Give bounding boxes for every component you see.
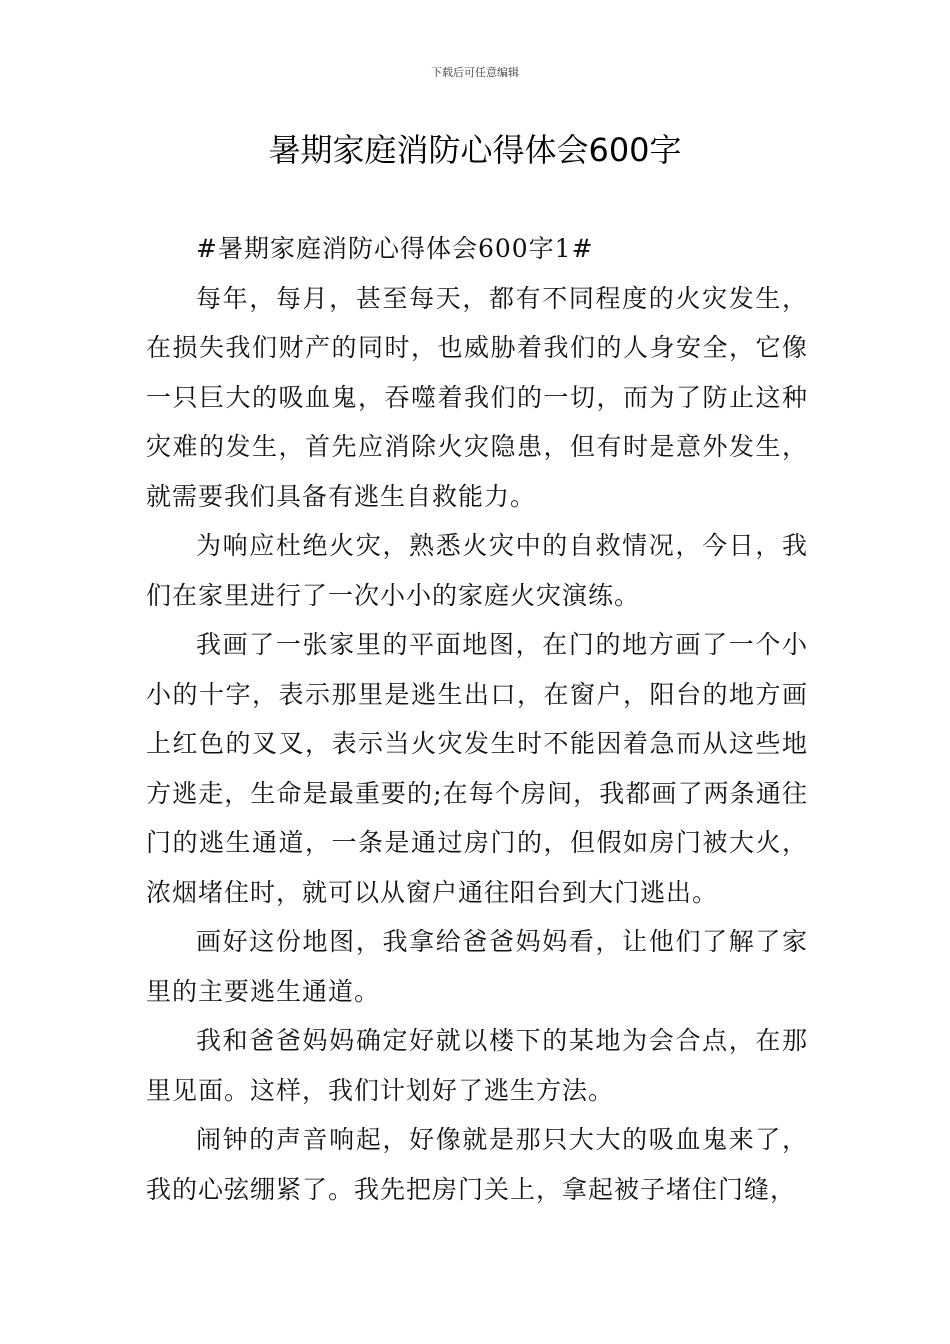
- paragraph: 闹钟的声音响起，好像就是那只大大的吸血鬼来了，我的心弦绷紧了。我先把房门关上，拿起被子堵住门缝，: [146, 1125, 808, 1204]
- document-body: [146, 224, 808, 1214]
- paragraph: 画好这份地图，我拿给爸爸妈妈看，让他们了解了家里的主要逃生通道。: [146, 927, 808, 1006]
- document-title: 暑期家庭消防心得体会600字: [268, 131, 682, 169]
- header-note: 下载后可任意编辑: [431, 66, 519, 79]
- paragraph: 每年，每月，甚至每天，都有不同程度的火灾发生，在损失我们财产的同时，也威胁着我们的人身安全，它像一只巨大的吸血鬼，吞噬着我们的一切，而为了防止这种灾难的发生，首先应消除火灾隐患，但有时是意外发生，就需要我们具备有逃生自救能力。: [146, 283, 808, 511]
- paragraph: 我画了一张家里的平面地图，在门的地方画了一个小小的十字，表示那里是逃生出口，在窗户，阳台的地方画上红色的叉叉，表示当火灾发生时不能因着急而从这些地方逃走，生命是最重要的;在每个房间，我都画了两条通往门的逃生通道，一条是通过房门的，但假如房门被大火，浓烟堵住时，就可以从窗户通往阳台到大门逃出。: [146, 630, 808, 907]
- paragraph-subheading: #暑期家庭消防心得体会600字1#: [196, 234, 594, 263]
- paragraph: 为响应杜绝火灾，熟悉火灾中的自救情况，今日，我们在家里进行了一次小小的家庭火灾演练。: [146, 531, 808, 610]
- paragraph: 我和爸爸妈妈确定好就以楼下的某地为会合点，在那里见面。这样，我们计划好了逃生方法。: [146, 1026, 808, 1105]
